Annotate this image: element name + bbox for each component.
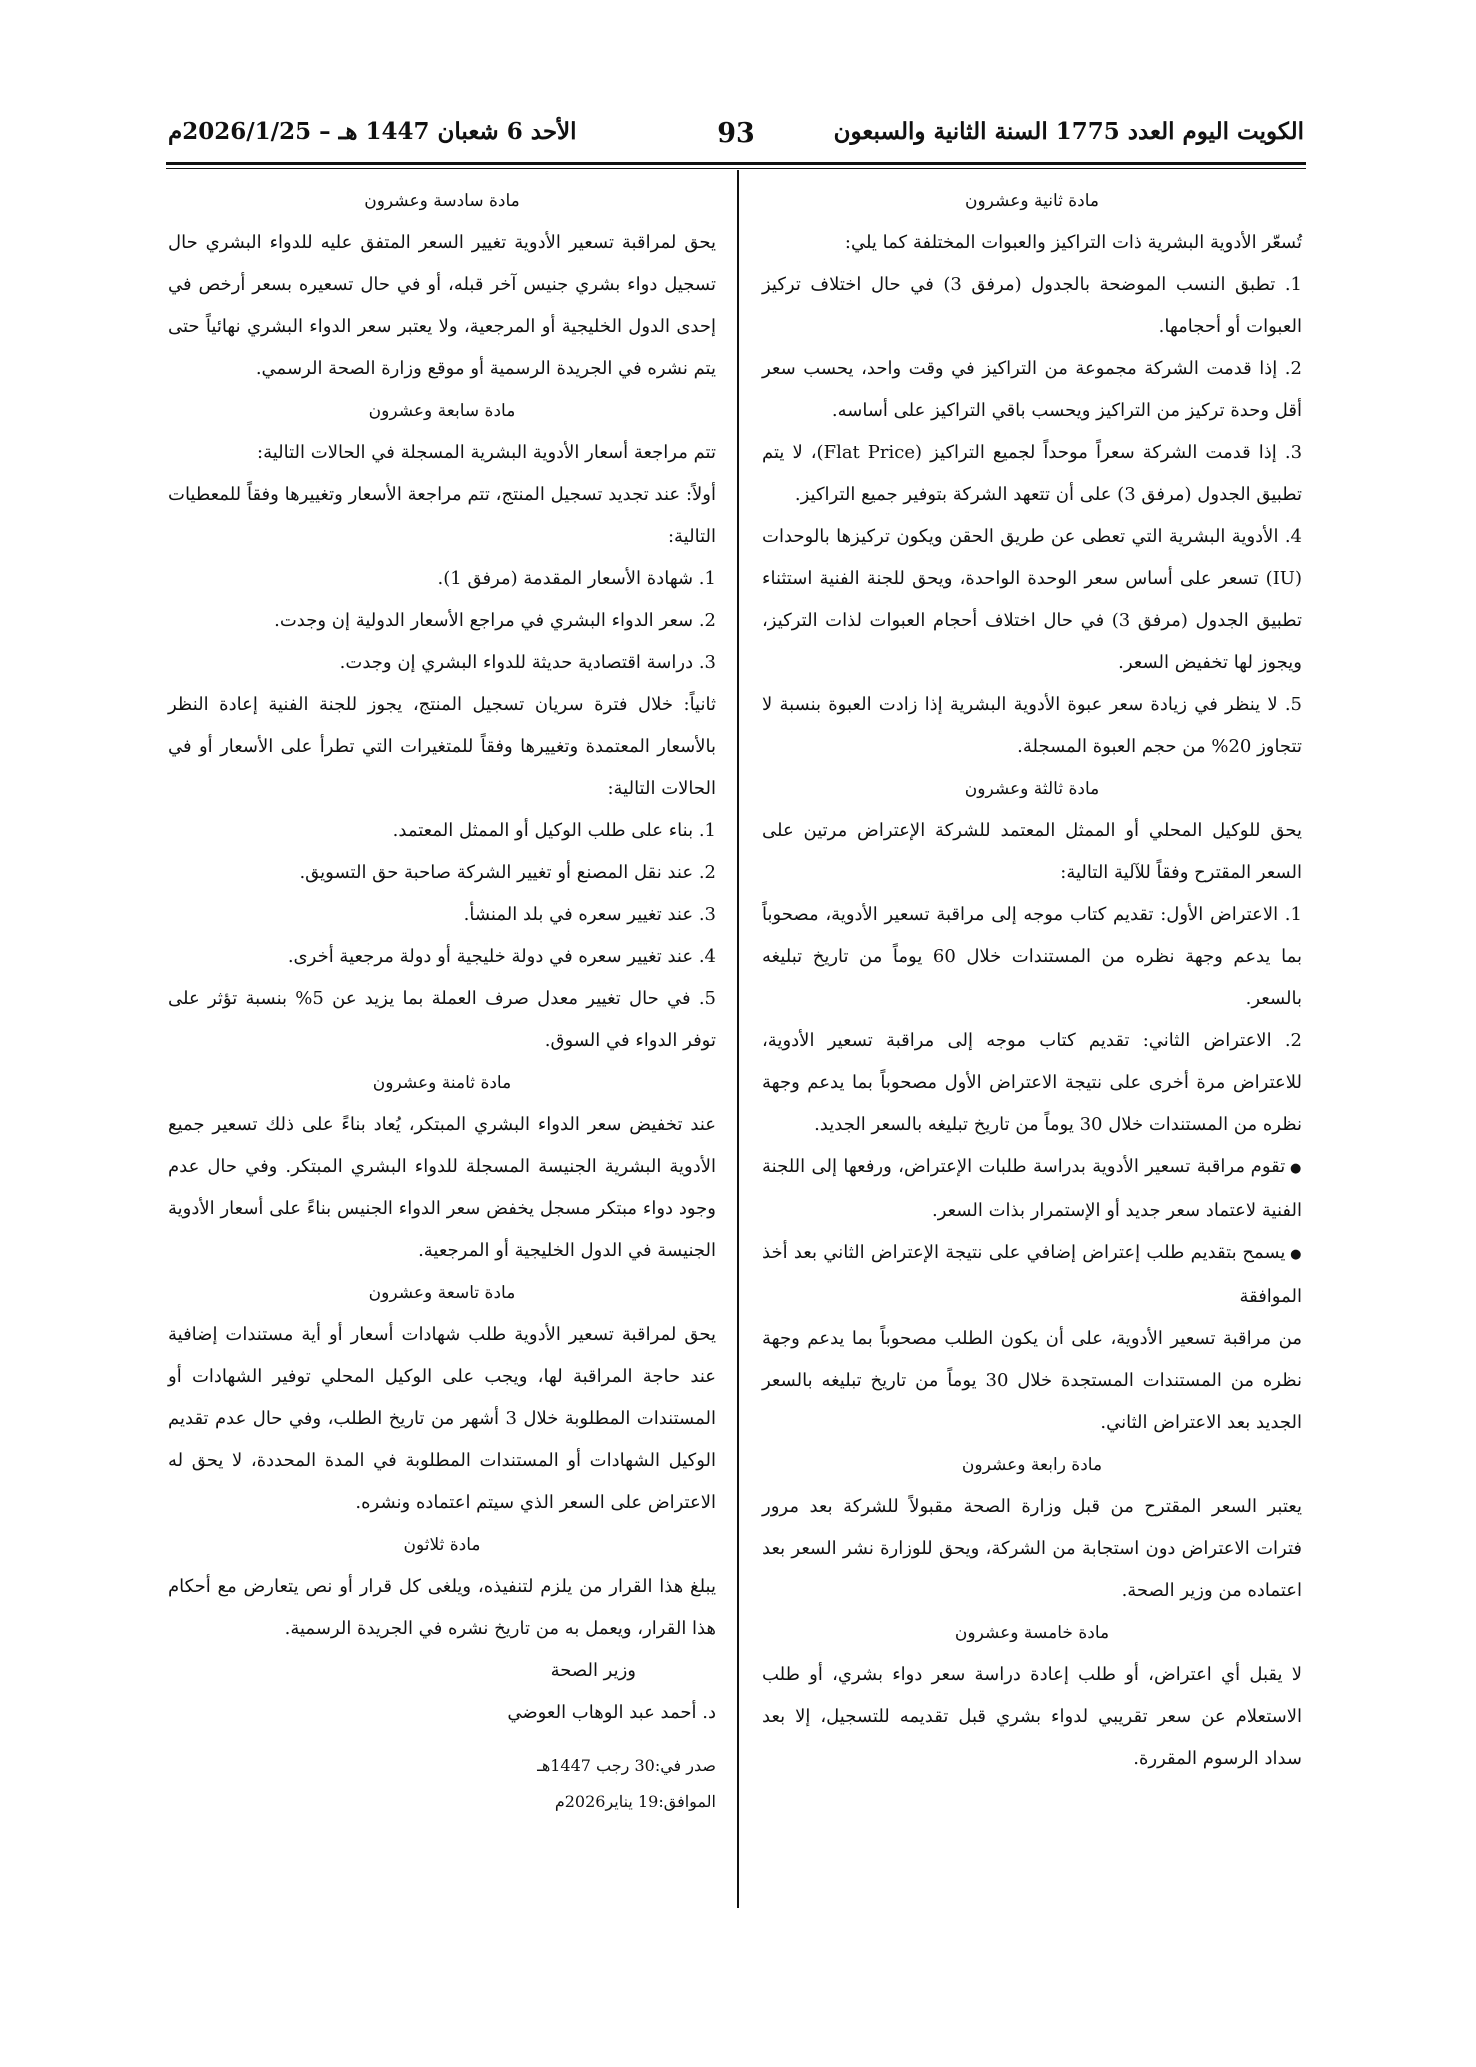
column-divider — [737, 170, 739, 1908]
signature-role: وزير الصحة — [550, 1660, 636, 1681]
article-22-title: مادة ثانية وعشرون — [964, 191, 1100, 211]
article-22-item: 1. تطبق النسب الموضحة بالجدول (مرفق 3) في حال اختلاف تركيز العبوات أو أحجامها. — [762, 274, 1302, 337]
article-23-item: 1. الاعتراض الأول: تقديم كتاب موجه إلى مراقبة تسعير الأدوية، مصحوباً بما يدعم وجهة نظره من المستندات خلال 60 يوماً من تاريخ تبليغه بالسعر. — [762, 904, 1302, 1009]
page-header — [168, 118, 1304, 160]
article-25-title: مادة خامسة وعشرون — [954, 1623, 1110, 1643]
article-24-text: يعتبر السعر المقترح من قبل وزارة الصحة مقبولاً للشركة بعد مرور فترات الاعتراض دون استجابة من الشركة، ويحق للوزارة نشر السعر بعد اعتماده من وزير الصحة. — [762, 1496, 1302, 1601]
article-27-title: مادة سابعة وعشرون — [368, 401, 516, 421]
header-rule-thin — [166, 168, 1306, 169]
article-27-intro: تتم مراجعة أسعار الأدوية البشرية المسجلة في الحالات التالية: — [257, 442, 716, 463]
issued-date-hijri: صدر في:30 رجب 1447هـ — [537, 1756, 716, 1775]
header-issue-info: الكويت اليوم العدد 1775 السنة الثانية والسبعون — [833, 118, 1304, 145]
article-27-first: أولاً: عند تجديد تسجيل المنتج، تتم مراجعة الأسعار وتغييرها وفقاً للمعطيات التالية: — [168, 484, 716, 547]
article-28-text: عند تخفيض سعر الدواء البشري المبتكر، يُعاد بناءً على ذلك تسعير جميع الأدوية البشرية الجنيسة المسجلة للدواء البشري المبتكر. وفي حال عدم وجود دواء مبتكر مسجل يخفض سعر الدواء الجنيس بناءً على أسعار الأدوية الجنيسة في الدول الخليجية أو المرجعية. — [168, 1114, 716, 1261]
header-date: الأحد 6 شعبان 1447 هـ – 2026/1/25م — [168, 118, 577, 145]
article-30-title: مادة ثلاثون — [403, 1535, 481, 1555]
article-27-first-item: 1. شهادة الأسعار المقدمة (مرفق 1). — [437, 568, 716, 589]
signature-name: د. أحمد عبد الوهاب العوضي — [507, 1702, 716, 1723]
article-23-bullet: ● يسمح بتقديم طلب إعتراض إضافي على نتيجة الإعتراض الثاني بعد أخذ الموافقة — [762, 1232, 1302, 1318]
article-23-item: 2. الاعتراض الثاني: تقديم كتاب موجه إلى مراقبة تسعير الأدوية، للاعتراض مرة أخرى على نتيجة الاعتراض الأول مصحوباً بما يدعم وجهة نظره من المستندات خلال 30 يوماً من تاريخ تبليغه بالسعر الجديد. — [762, 1030, 1302, 1135]
left-column — [168, 180, 716, 1820]
article-28-title: مادة ثامنة وعشرون — [372, 1073, 512, 1093]
article-24-title: مادة رابعة وعشرون — [961, 1455, 1103, 1475]
article-26-title: مادة سادسة وعشرون — [364, 191, 520, 211]
page-number: 93 — [717, 118, 755, 149]
article-30-text: يبلغ هذا القرار من يلزم لتنفيذه، ويلغى كل قرار أو نص يتعارض مع أحكام هذا القرار، ويعمل به من تاريخ نشره في الجريدة الرسمية. — [168, 1576, 716, 1639]
article-22-item: 5. لا ينظر في زيادة سعر عبوة الأدوية البشرية إذا زادت العبوة بنسبة لا تتجاوز 20% من حجم العبوة المسجلة. — [762, 694, 1302, 757]
article-23-title: مادة ثالثة وعشرون — [964, 779, 1100, 799]
article-27-second-item: 3. عند تغيير سعره في بلد المنشأ. — [463, 904, 716, 925]
article-29-title: مادة تاسعة وعشرون — [368, 1283, 516, 1303]
article-23-tail: من مراقبة تسعير الأدوية، على أن يكون الطلب مصحوباً بما يدعم وجهة نظره من المستندات المستجدة خلال 30 يوماً من تاريخ تبليغه بالسعر الجديد بعد الاعتراض الثاني. — [762, 1328, 1302, 1433]
article-29-text: يحق لمراقبة تسعير الأدوية طلب شهادات أسعار أو أية مستندات إضافية عند حاجة المراقبة لها، ويجب على الوكيل المحلي توفير الشهادات أو المستندات المطلوبة خلال 3 أشهر من تاريخ الطلب، وفي حال عدم تقديم الوكيل الشهادات أو المستندات المطلوبة في المدة المحددة، لا يحق له الاعتراض على السعر الذي سيتم اعتماده ونشره. — [168, 1324, 716, 1513]
article-23-intro: يحق للوكيل المحلي أو الممثل المعتمد للشركة الإعتراض مرتين على السعر المقترح وفقاً للآلية التالية: — [762, 820, 1302, 883]
article-27-second-item: 5. في حال تغيير معدل صرف العملة بما يزيد عن 5% بنسبة تؤثر على توفر الدواء في السوق. — [168, 988, 716, 1051]
issued-date-gregorian: الموافق:19 يناير2026م — [554, 1792, 716, 1811]
article-22-item: 3. إذا قدمت الشركة سعراً موحداً لجميع التراكيز (Flat Price)، لا يتم تطبيق الجدول (مرفق 3) على أن تتعهد الشركة بتوفير جميع التراكيز. — [762, 442, 1303, 505]
article-23-bullet: ● تقوم مراقبة تسعير الأدوية بدراسة طلبات الإعتراض، ورفعها إلى اللجنة الفنية لاعتماد سعر جديد أو الإستمرار بذات السعر. — [762, 1146, 1302, 1232]
article-27-first-item: 3. دراسة اقتصادية حديثة للدواء البشري إن وجدت. — [339, 652, 716, 673]
article-26-text: يحق لمراقبة تسعير الأدوية تغيير السعر المتفق عليه للدواء البشري حال تسجيل دواء بشري جنيس آخر قبله، أو في حال تسعيره بسعر أرخص في إحدى الدول الخليجية أو المرجعية، ولا يعتبر سعر الدواء البشري نهائياً حتى يتم نشره في الجريدة الرسمية أو موقع وزارة الصحة الرسمي. — [168, 232, 716, 379]
article-27-second-item: 2. عند نقل المصنع أو تغيير الشركة صاحبة حق التسويق. — [299, 862, 716, 883]
article-27-second-item: 1. بناء على طلب الوكيل أو الممثل المعتمد. — [392, 820, 716, 841]
right-column — [762, 180, 1302, 1780]
header-rule-thick — [166, 162, 1306, 165]
article-27-first-item: 2. سعر الدواء البشري في مراجع الأسعار الدولية إن وجدت. — [274, 610, 716, 631]
article-27-second: ثانياً: خلال فترة سريان تسجيل المنتج، يجوز للجنة الفنية إعادة النظر بالأسعار المعتمدة وتغييرها وفقاً للمتغيرات التي تطرأ على الأسعار أو في الحالات التالية: — [168, 694, 716, 799]
article-27-second-item: 4. عند تغيير سعره في دولة خليجية أو دولة مرجعية أخرى. — [287, 946, 716, 967]
spacer — [168, 1734, 716, 1748]
article-22-intro: تُسعّر الأدوية البشرية ذات التراكيز والعبوات المختلفة كما يلي: — [844, 232, 1302, 253]
article-25-text: لا يقبل أي اعتراض، أو طلب إعادة دراسة سعر دواء بشري، أو طلب الاستعلام عن سعر تقريبي لدواء بشري قبل تقديمه للتسجيل، إلا بعد سداد الرسوم المقررة. — [762, 1664, 1302, 1769]
article-22-item: 2. إذا قدمت الشركة مجموعة من التراكيز في وقت واحد، يحسب سعر أقل وحدة تركيز من التراكيز ويحسب باقي التراكيز على أساسه. — [762, 358, 1302, 421]
article-22-item: 4. الأدوية البشرية التي تعطى عن طريق الحقن ويكون تركيزها بالوحدات (IU) تسعر على أساس سعر الوحدة الواحدة، ويحق للجنة الفنية استثناء تطبيق الجدول (مرفق 3) في حال اختلاف أحجام العبوات لذات التركيز، ويجوز لها تخفيض السعر. — [762, 526, 1302, 673]
